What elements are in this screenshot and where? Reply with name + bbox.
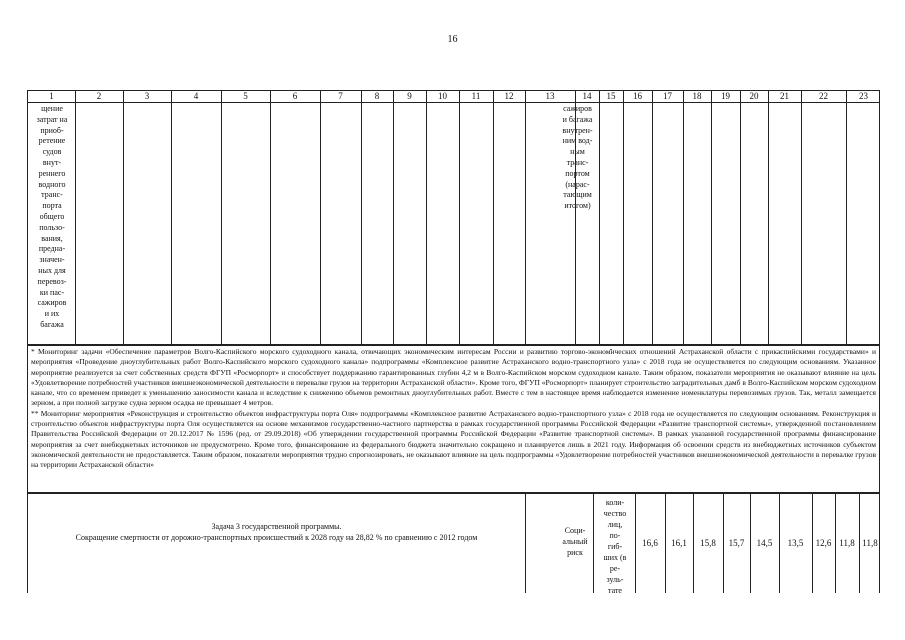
header-cell: 9 <box>407 91 412 101</box>
column-divider <box>221 91 222 344</box>
header-cell: 6 <box>292 91 298 101</box>
column-divider <box>525 91 526 344</box>
indicator-value: 12,6 <box>815 538 832 548</box>
column-1-line: предна- <box>38 244 66 254</box>
column-1-line: щение <box>41 104 63 113</box>
footnote-block <box>27 345 880 493</box>
column-13-line: портом <box>565 168 590 178</box>
data-table <box>27 90 880 345</box>
header-cell: 2 <box>96 91 102 101</box>
indicator-value: 11,8 <box>839 538 855 548</box>
column-13-line: ным <box>570 147 585 157</box>
unit-line: лиц, <box>607 520 623 529</box>
header-cell: 11 <box>471 91 481 101</box>
column-divider <box>123 91 124 344</box>
column-1-line: порта <box>42 201 62 211</box>
column-divider <box>652 91 653 344</box>
column-1-line: вания, <box>41 233 63 243</box>
header-cell: 3 <box>144 91 150 101</box>
column-1-line: перевоз- <box>37 276 67 286</box>
task-text: Сокращение смертности от дорожно-транспортных происшествий к 2028 году на 28,82 % по сравнению с 2012 годом <box>75 533 478 542</box>
column-1-line: значен- <box>39 255 65 265</box>
header-cell: 5 <box>243 91 248 101</box>
column-13-line: и багажа <box>562 114 593 124</box>
column-1-line: и их <box>44 309 60 319</box>
column-1-line: приоб- <box>40 125 64 135</box>
unit-line: по- <box>609 531 621 540</box>
indicator-value: 16,6 <box>642 538 658 548</box>
column-divider <box>75 91 76 344</box>
column-13-line: (нарас- <box>565 179 590 189</box>
column-divider <box>459 91 460 344</box>
column-divider <box>599 91 600 344</box>
header-cell: 14 <box>582 91 592 101</box>
column-divider <box>171 91 172 344</box>
column-1-line: внут- <box>42 157 62 167</box>
unit-line: чество <box>603 509 627 518</box>
risk-line: риск <box>567 548 583 557</box>
column-divider <box>575 91 576 344</box>
indicator-value: 13,5 <box>787 538 804 548</box>
header-cell: 4 <box>193 91 199 101</box>
column-divider <box>361 91 362 344</box>
header-cell: 7 <box>338 91 343 101</box>
footnote-1: * Мониторинг задачи «Обеспечение параметров Волго-Каспийского морского судоходного канала, отвечающих экономическим интересам России и развитию торгово-экономических отношений Астраханской области с прикаспийскими государствами» и мероприятия «Проведение дноуглубительных работ Волго-Каспийского морского судоходного канала» подпрограммы «Комплексное развитие Астраханского водно-транспортного узла» с 2018 года не осуществляется по следующим основаниям. Указанное мероприятие реализуется за счет собственных средств ФГУП «Росморпорт» и способствует поддержанию гарантированных глубин 4,2 м в Волго-Каспийском морском судоходном канале. Таким образом, показатели мероприятия не оказывают влияние на цель «Удовлетворение потребностей участников внешнеэкономической деятельности в перевалке грузов на территории Астраханской области». Кроме того, ФГУП «Росморпорт» планирует строительство заградительных дамб в Волго-Каспийском морском судоходном канале, что со временем приведет к уменьшению заносимости канала и вследствие к снижению объемов ремонтных дноуглубительных работ. Вместе с тем в настоящее время наблюдается изменение номенклатуры перевозимых грузов. Так, металл замещается зерном, а при полной загрузке судна зерном осадка не превышает 4 метров. <box>31 347 876 408</box>
column-1-line: реннего <box>38 168 66 178</box>
column-divider <box>711 91 712 344</box>
indicator-unit <box>595 497 635 596</box>
column-13-line: тающим <box>563 190 592 200</box>
unit-line: тате <box>608 586 622 595</box>
column-1-text <box>30 104 74 331</box>
column-divider <box>426 91 427 344</box>
column-13-line: ним вод- <box>562 136 593 146</box>
header-cell: 23 <box>859 91 868 101</box>
task-title: Задача 3 государственной программы. <box>211 522 342 531</box>
column-divider <box>801 91 802 344</box>
column-1-line: ки пас- <box>39 287 65 297</box>
column-1-line: судов <box>42 147 62 157</box>
column-1-line: сажиров <box>37 298 67 308</box>
risk-line: альный <box>562 537 588 546</box>
column-1-line: водного <box>38 179 66 189</box>
indicator-value: 15,7 <box>728 538 745 548</box>
header-cell: 10 <box>438 91 447 101</box>
column-1-line: транс- <box>41 190 63 200</box>
column-1-line: затрат на <box>36 114 68 124</box>
indicator-value: 11,8 <box>862 538 878 548</box>
column-13-line: транс- <box>566 157 589 167</box>
indicator-value: 16,1 <box>671 538 687 548</box>
column-divider <box>683 91 684 344</box>
row-divider <box>525 494 526 593</box>
column-1-line: ных для <box>38 265 66 275</box>
row-divider <box>593 494 594 593</box>
column-1-line: пользо- <box>39 222 65 232</box>
column-1-line: багажа <box>40 319 64 329</box>
column-divider <box>320 91 321 344</box>
risk-type <box>557 525 593 558</box>
unit-line: гиб- <box>607 542 623 551</box>
column-13-line: внутрен- <box>562 125 593 135</box>
column-divider <box>623 91 624 344</box>
header-cell: 21 <box>780 91 789 101</box>
indicator-value: 14,5 <box>756 538 773 548</box>
unit-line: зуль- <box>606 575 624 584</box>
column-divider <box>270 91 271 344</box>
unit-line: коли- <box>605 498 625 507</box>
header-cell: 18 <box>692 91 702 101</box>
column-divider <box>393 91 394 344</box>
task-description <box>28 521 525 543</box>
column-13-text <box>555 104 600 212</box>
header-cell: 13 <box>545 91 555 101</box>
row-divider <box>835 494 836 593</box>
header-cell: 15 <box>606 91 616 101</box>
task-row <box>27 493 880 593</box>
unit-line: ре- <box>609 564 621 573</box>
header-cell: 16 <box>633 91 642 101</box>
column-13-line: итогом) <box>564 201 591 211</box>
risk-line: Соци- <box>564 526 586 535</box>
header-cell: 8 <box>374 91 380 101</box>
header-cell: 20 <box>749 91 759 101</box>
indicator-value: 15,8 <box>700 538 716 548</box>
column-1-line: ретение <box>38 136 66 146</box>
column-13-line: сажиров <box>563 104 592 113</box>
column-divider <box>768 91 769 344</box>
unit-line: ших (в <box>603 553 627 562</box>
header-cell: 22 <box>819 91 828 101</box>
header-cell: 1 <box>49 91 54 101</box>
column-divider <box>740 91 741 344</box>
header-cell: 17 <box>663 91 672 101</box>
column-1-line: общего <box>39 211 65 221</box>
column-divider <box>493 91 494 344</box>
header-cell: 19 <box>721 91 730 101</box>
footnote-2: ** Мониторинг мероприятия «Реконструкция и строительство объектов инфраструктуры порта Оля» подпрограммы «Комплексное развитие Астраханского водно-транспортного узла» с 2018 года не осуществляется по следующим основаниям. Реконструкция и строительство объектов инфраструктуры порта Оля осуществляется на основе механизмов государственно-частного партнерства в рамках государственной программы Российской Федерации «Развитие транспортной системы», утвержденной постановлением Правительства Российской Федерации от 20.12.2017 № 1596 (ред. от 29.09.2018) «Об утверждении государственной программы Российской Федерации «Развитие транспортной системы». В рамках указанной государственной программы финансирование мероприятия за счет внебюджетных источников не предусмотрено. Кроме того, финансирование из федерального бюджета значительно сокращено и планируется лишь в 2021 году. Информация об освоении средств из внебюджетных источников субъектом экономической деятельности не предоставляется. Таким образом, показатели мероприятия трудно спрогнозировать, не оказывают влияние на цель подпрограммы «Удовлетворение потребностей участников внешнеэкономической деятельности в перевалке грузов на территории Астраханской области» <box>31 408 876 470</box>
column-divider <box>846 91 847 344</box>
page-number: 16 <box>447 34 458 45</box>
header-cell: 12 <box>504 91 514 101</box>
